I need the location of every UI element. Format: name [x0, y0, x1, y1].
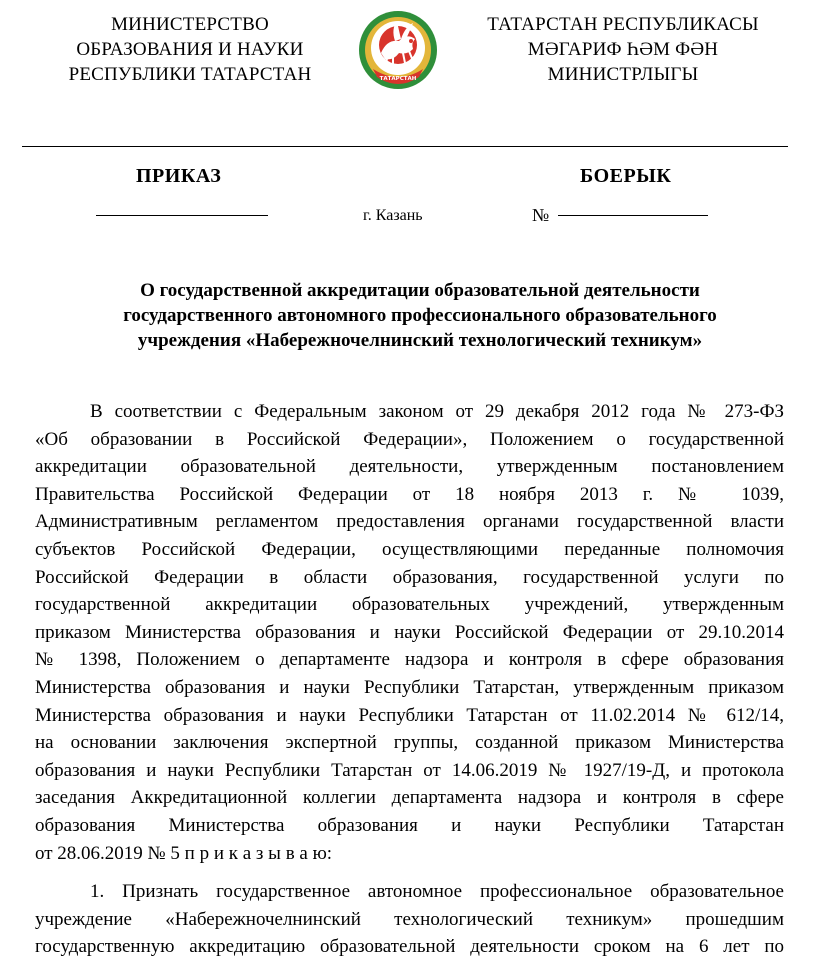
- header-divider: [22, 146, 788, 147]
- item-line: учреждение «Набережночелнинский технологический техникум» прошедшим: [35, 908, 784, 930]
- paragraph-line: Правительства Российской Федерации от 18 ноября 2013 г. № 1039,: [35, 483, 784, 505]
- preamble-paragraph: [35, 398, 784, 867]
- paragraph-line: на основании заключения экспертной группы, созданной приказом Министерства: [35, 732, 784, 754]
- subject-line: государственного автономного профессионального образовательного: [123, 305, 717, 326]
- tatarstan-emblem-icon: [357, 3, 439, 97]
- paragraph-line: «Об образовании в Российской Федерации», Положением о государственной: [35, 428, 784, 450]
- ministry-name-ru: [40, 12, 340, 87]
- subject-line: О государственной аккредитации образовательной деятельности: [140, 280, 700, 301]
- number-sign: №: [532, 205, 550, 225]
- city-label: г. Казань: [363, 207, 423, 224]
- paragraph-line: аккредитации образовательной деятельности, утвержденным постановлением: [35, 456, 784, 478]
- paragraph-line: образования Министерства образования и науки Республики Татарстан: [35, 814, 784, 836]
- paragraph-line: образования и науки Республики Татарстан от 14.06.2019 № 1927/19-Д, и протокола: [35, 759, 784, 781]
- paragraph-line: заседания Аккредитационной коллегии департамента надзора и контроля в сфере: [35, 787, 784, 809]
- paragraph-line: приказом Министерства образования и науки Российской Федерации от 29.10.2014: [35, 621, 784, 643]
- date-blank-line: [96, 215, 268, 216]
- ministry-name-tt: [468, 12, 778, 87]
- order-subject: [40, 278, 800, 353]
- item-line: государственную аккредитацию образовательной деятельности сроком на 6 лет по: [35, 936, 784, 958]
- ministry-name-ru-line: РЕСПУБЛИКИ ТАТАРСТАН: [68, 64, 312, 85]
- subject-line: учреждения «Набережночелнинский технологический техникум»: [137, 330, 703, 351]
- number-blank-line: [558, 215, 708, 216]
- order-title-tt: БОЕРЫК: [580, 165, 672, 187]
- paragraph-line: государственной аккредитации образовательных учреждений, утвержденным: [35, 594, 784, 616]
- ministry-name-tt-line: ТАТАРСТАН РЕСПУБЛИКАСЫ: [487, 14, 759, 35]
- paragraph-line: субъектов Российской Федерации, осуществляющими переданные полномочия: [35, 538, 784, 560]
- ministry-name-ru-line: МИНИСТЕРСТВО: [111, 14, 269, 35]
- paragraph-line: Российской Федерации в области образования, государственной услуги по: [35, 566, 784, 588]
- paragraph-line: В соответствии с Федеральным законом от 29 декабря 2012 года № 273-ФЗ: [90, 401, 784, 422]
- paragraph-line: Министерства образования и науки Республики Татарстан от 11.02.2014 № 612/14,: [35, 704, 784, 726]
- paragraph-line: № 1398, Положением о департаменте надзора и контроля в сфере образования: [35, 649, 784, 671]
- paragraph-line: Административным регламентом предоставления органами государственной власти: [35, 511, 784, 533]
- emblem-ribbon-text: ТАТАРСТАН: [379, 76, 417, 82]
- ministry-name-tt-line: МИНИСТРЛЫГЫ: [547, 64, 699, 85]
- paragraph-line: от 28.06.2019 № 5 п р и к а з ы в а ю:: [35, 842, 333, 864]
- ministry-name-ru-line: ОБРАЗОВАНИЯ И НАУКИ: [76, 39, 304, 60]
- order-title-ru: ПРИКАЗ: [136, 165, 222, 187]
- order-item-1: [35, 878, 784, 961]
- item-line: 1. Признать государственное автономное профессиональное образовательное: [90, 881, 784, 902]
- paragraph-line: Министерства образования и науки Республики Татарстан, утвержденным приказом: [35, 676, 784, 698]
- ministry-name-tt-line: МӘГАРИФ ҺӘМ ФӘН: [527, 39, 719, 60]
